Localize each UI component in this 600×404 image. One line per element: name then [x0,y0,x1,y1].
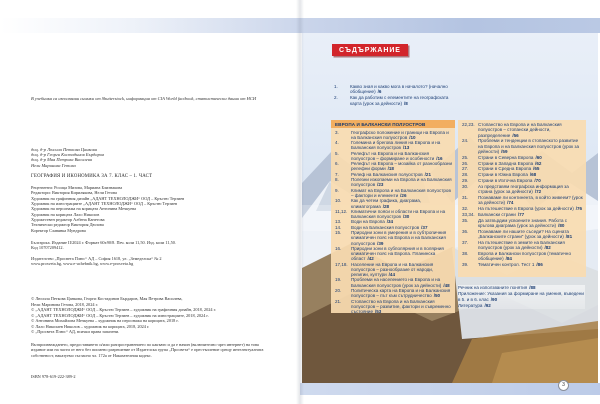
toc-item-number: 36. [462,229,469,235]
toc-appendix-item: Литература /92 [458,302,491,308]
toc-item-text: Познаваме ли нашите съседи? На сцената „Балканските страни“ (урок за дейности) /81 [478,229,573,240]
toc-item-page: /8 [403,100,408,106]
toc-item-number: 3. [335,129,339,135]
toc-item-number: 26. [462,160,469,166]
toc-item-text: Страни в Западна Европа /62 [478,160,542,166]
toc-item [462,262,583,267]
toc-appendix-item: Речник на използваните понятия /88 [458,285,536,290]
toc-item-text: Какво зная и какво мога в началото? (начално обобщение) /6 [350,84,448,95]
toc-item [462,218,583,228]
toc-item-page: /30 [402,214,410,220]
toc-item-number: 28. [462,172,469,178]
toc-item-number: 38. [462,251,469,257]
toc-item-page: /80 [558,223,565,229]
toc-item [462,155,583,160]
toc-item-page: /26 [400,192,407,198]
toc-item-page: /70 [534,178,541,184]
toc-item-number: 33,34. [462,212,475,218]
toc-item-text: На пътешествие в земите на Балканския полуостров (урок за дейности) /82 [478,240,565,251]
toc-item-page: /42 [367,256,374,262]
toc-item [335,299,452,314]
toc-item-page: /72 [534,189,542,195]
toc-item-text: Релеф на Балканския полуостров /21 [351,171,431,177]
toc-item [335,230,452,245]
toc-item-number: 10. [335,198,342,204]
toc-item-page: /23 [377,182,384,188]
toc-item [335,172,452,177]
toc-item-page: /59 [501,148,508,154]
toc-item-number: 16. [335,246,342,252]
toc-item-page: /48 [443,282,450,288]
toc-column-right [458,120,586,277]
toc-item-text: Аз представям географска информация за страна (урок за дейности) /72 [478,184,569,195]
toc-column-left [331,120,455,313]
toc-item-page: /86 [536,262,543,268]
toc-item-text: Страни в Северна Европа /60 [478,154,542,160]
toc-item [462,161,583,166]
copyright-line: © Лало Николаев Николов – художник на корицата, 2018, 2024 г. [31,323,150,329]
staff-line: Художник на илюстрациите „АДАНТ ТЕХНОЛОДЖИ“ ООД – Кръстю Терзиев [31,201,178,207]
toc-item-page: /44 [388,272,395,278]
toc-item-text: Природни зони в умерения и в субтропичния климатичен пояс на Европа и на Балканския полуостров /39 [351,230,447,246]
toc-item-page: /50 [433,293,441,299]
toc-item [335,288,452,298]
author-line: доц. д-р Люсила Петкова Цанкова [31,147,97,152]
toc-item-page: /81 [565,234,573,240]
toc-item [335,161,452,171]
toc-item [335,177,452,187]
toc-item [462,212,583,217]
toc-item [335,198,452,208]
toc-item-text: Да затвърдим усвоените знания. Работа с кръгова диаграма (урок за дейности) /80 [478,218,568,229]
toc-item-text: Води на Балканския полуостров /37 [351,224,428,230]
toc-item-text: Релефът на Европа и на Балканския полуостров – формиране и особености /16 [351,150,443,161]
author-line: доц. д-р Георги Костадинов Бърдаров [31,152,105,158]
toc-section-title: ЕВРОПА И БАЛКАНСКИ ПОЛУОСТРОВ [331,120,455,128]
toc-item-text: Тематичен контрол. Тест 1 /86 [478,262,543,268]
toc-item-page: /60 [535,154,542,160]
toc-item-page: /28 [382,203,390,209]
toc-item-page: /21 [424,171,431,177]
staff-line: Редактори: Виктория Кирилякова, Нели Гетова [31,190,117,196]
toc-item-number: 8. [335,177,339,183]
toc-item-page: /65 [533,166,540,172]
copyright-line: © „АДАНТ ТЕХНОЛОДЖИ“ ООД – Кръстю Терзиев – художник на илюстрациите, 2018, 2024 г. [31,312,209,318]
toc-item [334,95,458,105]
toc-appendix-list [458,285,585,309]
toc-item-text: Европа и Балкански полуостров (тематично обобщение) /84 [478,251,571,262]
toc-intro-list [334,84,458,107]
toc-item-page: /10 [409,134,416,140]
toc-item-text: Как да четем графика, диаграма, климатограма /28 [351,198,422,209]
toc-item-text: Релефът на Европа – мозайка от разнообразни релефни форми /18 [351,161,452,172]
toc-item-number: 11,12. [335,208,348,214]
staff-line: Коректор Славянка Мундрова [31,227,86,233]
copyright-line: © Люсила Петкова Цанкова, Георги Костадинов Бърдаров, Мая Петрова Василева, [31,296,183,301]
staff-line: Технически редактор Виктория Дюлова [31,222,104,228]
toc-item-number: 32. [462,206,469,212]
copyright-block [31,296,279,335]
toc-item-number: 17,18. [335,261,348,267]
toc-item-number: 37. [462,240,469,246]
toc-item [334,84,458,94]
toc-item-number: 21. [335,298,342,304]
staff-line: Рецензенти: Росица Мизова, Мариана Близнакова [31,185,123,190]
toc-item-text: Познаваме ли континента, в който живеем? (урок за дейности) /74 [478,195,583,206]
toc-item-page: /37 [421,224,428,230]
toc-item-page: /90 [490,296,498,302]
toc-item [462,122,583,137]
publisher-block [31,256,271,267]
contents-header-banner: СЪДЪРЖАНИЕ [332,44,408,56]
toc-item-text: Население на Европа и на Балканския полуостров – разнообразие от народи, религии, култури /44 [351,261,434,278]
toc-item-text: Страни в Южна Европа /68 [478,172,537,178]
toc-item-number: 35. [462,218,469,224]
toc-item-text: Големина и брегова линия на Европа и на Балканския полуостров /13 [351,140,441,151]
toc-item-text: Балкански страни /77 [478,212,525,218]
toc-item-number: 30. [462,184,469,190]
page-number-badge: 3 [558,380,569,391]
toc-item-number: 27. [462,166,469,172]
toc-item-number: 2. [334,95,338,101]
toc-item-number: 1. [334,84,338,89]
copyright-line: Нели Маринова Гетова, 2018, 2024 г. [31,301,98,307]
toc-item [462,229,583,239]
toc-item-text: Полезни изкопаеми на Европа и на Балканския полуостров /23 [351,177,452,188]
toc-item-page: /74 [507,200,514,206]
toc-appendix-item: Приложение: Указания за формиране на умения, въведени в 5. и в 6. клас /90 [458,291,584,302]
staff-line: Художник на графичния дизайн „АДАНТ ТЕХНОЛОДЖИ“ ООД – Кръстю Терзиев [31,195,185,201]
toc-item [462,195,583,205]
copyright-line: © Антонина Михайлова Мечкуева – художник на персонажа на корицата, 2018 г. [31,318,179,324]
book-title: ГЕОГРАФИЯ И ИКОНОМИКА ЗА 7. КЛАС – 1. ЧАСТ [31,174,153,179]
toc-item [335,246,452,261]
toc-item-text: Как да работим с елементите на географската карта (урок за дейности) /8 [350,95,449,106]
toc-item-page: /6 [377,89,382,95]
toc-item [335,188,452,198]
toc-item-page: /82 [544,245,551,251]
toc-item-number: 20. [335,288,342,294]
toc-item [462,251,583,261]
toc-item-number: 39. [462,262,469,268]
toc-item-number: 5. [335,150,339,156]
copyright-line: © „Просвета Плюс“ АД, всички права запазени. [31,329,120,335]
toc-item [335,277,452,287]
footer-band [300,383,600,395]
authors-block [31,147,271,168]
toc-item [335,151,452,161]
toc-item-number: 19. [335,277,342,283]
toc-item [462,178,583,183]
toc-item-page: /68 [529,172,537,178]
toc-item [462,184,583,194]
toc-item [335,262,452,277]
staff-line: Художник на корицата Лало Николов [31,211,100,217]
toc-item-page: /56 [512,132,519,138]
toc-item [462,172,583,177]
toc-item-page: /53 [375,308,382,314]
spread-gutter [296,0,304,404]
edition-line: Код 10707209412. [31,245,64,251]
toc-item-number: 25. [462,154,469,160]
toc-item-page: /92 [484,302,491,308]
toc-item-number: 13. [335,219,342,225]
isbn: ISBN 978-619-222-389-2 [31,374,76,379]
toc-item-number: 31. [462,195,469,201]
edition-line: Българска. Издание II/2024 г. Формат 60х90/8. Печ. коли 11,50. Изд. коли 11,50. [31,240,176,245]
toc-item [335,225,452,230]
toc-item-number: 7. [335,171,339,177]
toc-item-page: /18 [387,166,394,172]
toc-item-text: Стопанство на Европа и на Балканския полуостров – стопански дейности, разпределение /56 [478,122,562,138]
toc-item-text: Проблеми и тенденции в стопанското развитие на Европа и на Балканския полуостров (урок за дейности) /59 [478,138,580,154]
toc-item [462,166,583,171]
toc-item-number: 14. [335,224,342,230]
toc-item-page: /16 [436,155,443,161]
staff-line: Художник на персонажа на корицата Антонина Мечкуева [31,206,137,212]
toc-item-text: Води на Европа /34 [351,219,394,225]
photo-credit-note: В учебника са използвани снимки от Shutterstock, информация от CIA World factbook, статистически данни от НСИ [31,96,257,101]
toc-item-page: /88 [529,285,536,290]
toc-item [335,219,452,224]
toc-item-page: /76 [575,206,583,212]
toc-item [335,209,452,219]
toc-item-number: 4. [335,140,339,146]
toc-item-page: /13 [402,145,410,151]
toc-item-page: /77 [517,212,525,218]
copyright-line: © „АДАНТ ТЕХНОЛОДЖИ“ ООД – Кръстю Терзиев – художник на графичния дизайн, 2018, 2024 г. [31,307,216,313]
toc-item-page: /84 [505,256,512,262]
edition-info-block [31,240,271,251]
contents-page [300,0,600,404]
toc-item-number: 9. [335,187,339,193]
staff-line: Художествен редактор Албена Канетова [31,217,105,223]
toc-item-number: 24. [462,138,469,144]
toc-left-items [331,128,455,314]
toc-item-text: Проблеми на населението на Европа и на Балканския полуостров (урок за дейности) /48 [351,277,450,288]
toc-item [462,206,583,211]
toc-item-page: /62 [535,160,542,166]
author-line: доц. д-р Мая Петрова Василева [31,157,93,163]
legal-notice: Възпроизвеждането, предоставянето и/или разпространението по какъвто и да е начин (включително чрез интернет) на това издание или на части от него без писмено разрешение от Издателска група „Просвета“ е престъпление срещу интелектуалната собственост, наказуемо съгласно чл. 172а от Наказателния кодекс. [31,342,264,358]
toc-item-text: Политическа карта на Европа и на Балканския полуостров – път към сътрудничество /50 [351,288,451,299]
toc-item [462,240,583,250]
toc-item [335,140,452,150]
toc-item [462,138,583,153]
toc-item-page: /34 [386,219,394,225]
toc-item-page: /39 [377,240,384,246]
toc-item-number: 29. [462,178,469,184]
publisher-line: Издателство „Просвета Плюс“ АД – София 1618, ул. „Земеделска“ № 2 [31,256,162,261]
toc-item-text: Географско положение и граници на Европа и на Балканския полуостров /10 [351,129,449,140]
toc-item-text: Страни в Източна Европа /70 [478,178,541,184]
toc-item-text: Страни в Средна Европа /65 [478,166,540,172]
toc-item-text: Природни зони в субполярния и в полярния климатичен пояс на Европа. Планинска област /42 [351,246,444,262]
toc-item-number: 15. [335,230,342,236]
publisher-line: www.prosveta.bg, www.e-uchebnik.bg, www.e-prosveta.bg [31,261,134,267]
toc-item-text: Климатични пояси и области на Европа и на Балканския полуостров /30 [351,208,446,220]
toc-item-number: 6. [335,161,339,167]
staff-credits-block [31,185,271,233]
toc-item [335,130,452,140]
author-line: Нели Маринова Гетова [31,162,76,168]
toc-item-text: На пътешествие в Европа (урок за дейности) /76 [478,206,583,212]
toc-item-number: 22,23. [462,122,475,128]
toc-item-text: Климат на Европа и на Балканския полуостров – фактори и елементи /26 [351,187,451,198]
toc-item-text: Стопанство на Европа и на Балканския полуостров – развитие, фактори и съвременно състояние /53 [351,298,451,314]
